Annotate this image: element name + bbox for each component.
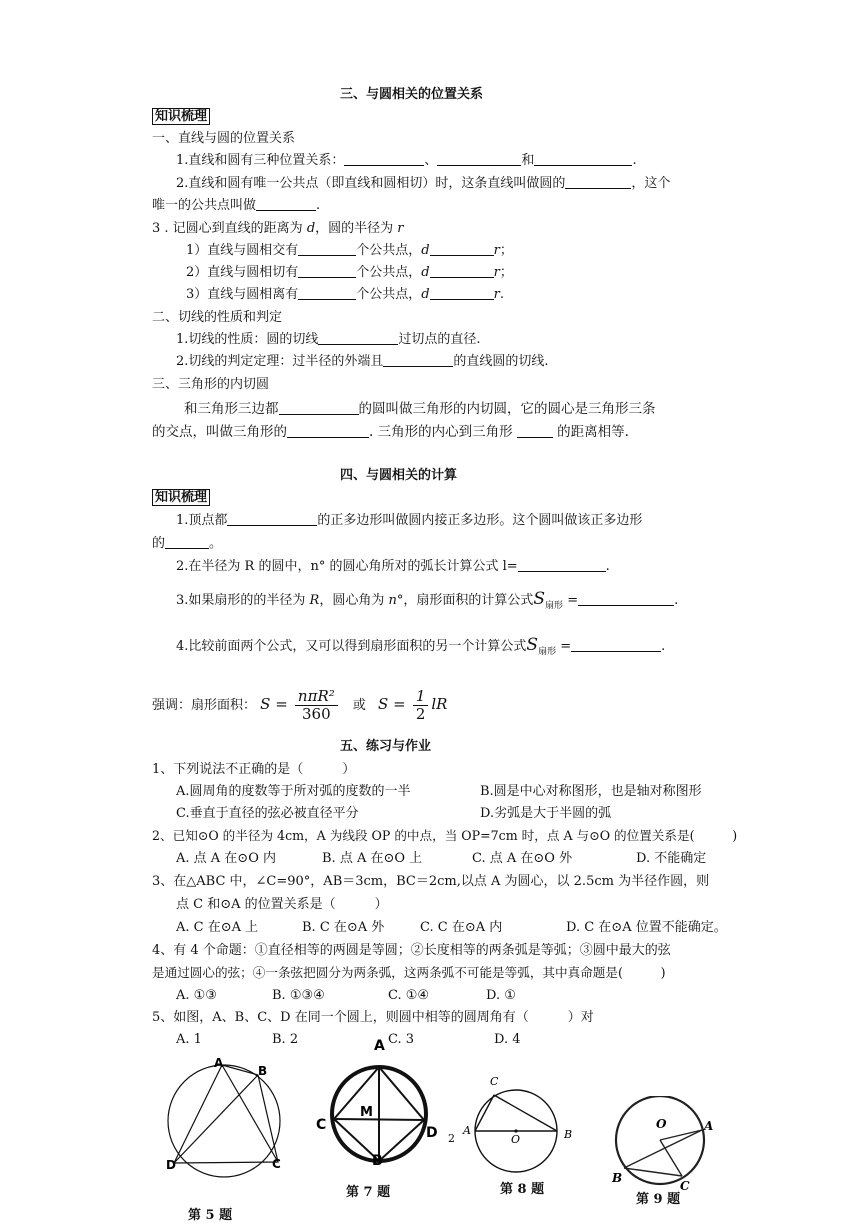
- question-4-cont: 是通过圆心的弦；④一条弦把圆分为两条弧，这两条弧不可能是等弧，其中真命题是( ): [152, 965, 666, 980]
- q4-option-d: D. ①: [486, 988, 516, 1003]
- tangent-property: 1.切线的性质：圆的切线 过切点的直径.: [176, 332, 481, 347]
- section4-title: 四、与圆相关的计算: [340, 468, 458, 483]
- section5-title: 五、练习与作业: [340, 739, 432, 754]
- knowledge-tag-2: 知识梳理: [152, 489, 210, 506]
- q2-option-b: B. 点 A 在⊙O 上: [322, 851, 423, 866]
- f9-label-b: B: [612, 1171, 623, 1185]
- f7-label-c: C: [316, 1117, 327, 1133]
- f5-label-b: B: [258, 1064, 268, 1078]
- q1-option-b: B.圆是中心对称图形，也是轴对称图形: [480, 784, 702, 799]
- heading-tangent: 二、切线的性质和判定: [152, 310, 283, 325]
- q2-option-d: D. 不能确定: [636, 851, 707, 866]
- q4-option-b: B. ①③④: [272, 988, 325, 1003]
- f5-label-d: D: [166, 1158, 176, 1172]
- figure-5: [150, 1055, 310, 1185]
- q3-option-c: C. C 在⊙A 内: [420, 920, 503, 935]
- f9-label-c: C: [680, 1179, 690, 1193]
- q2-option-c: C. 点 A 在⊙O 外: [472, 851, 573, 866]
- figure-8: [460, 1068, 580, 1176]
- question-4: 4、有 4 个命题：①直径相等的两圆是等圆；②长度相等的两条弧是等弧；③圆中最大的弦: [152, 943, 671, 958]
- f9-label-o: O: [656, 1117, 667, 1131]
- f9-label-a: A: [704, 1119, 714, 1133]
- sector-area-1: 3.如果扇形的的半径为 R，圆心角为 n°，扇形面积的计算公式$S_{扇形}$ = .: [176, 589, 679, 611]
- heading-line-circle: 一、直线与圆的位置关系: [152, 131, 296, 146]
- item-3-2: 2）直线与圆相切有 个公共点，d r；: [186, 265, 513, 280]
- q1-option-c: C.垂直于直径的弦必被直径平分: [176, 806, 359, 821]
- f5-label-c: C: [272, 1157, 281, 1171]
- item-3-3: 3）直线与圆相离有 个公共点，d r.: [186, 287, 504, 302]
- f8-label-o: O: [511, 1133, 521, 1146]
- question-3: 3、在△ABC 中，∠C=90°，AB＝3cm，BC＝2cm,以点 A 为圆心，以 2.5cm 为半径作圆，则: [152, 874, 710, 889]
- item-3: 3 . 记圆心到直线的距离为 d，圆的半径为 r: [152, 221, 404, 236]
- q4-option-c: C. ①④: [388, 988, 430, 1003]
- question-2: 2、已知⊙O 的半径为 4cm，A 为线段 OP 的中点，当 OP=7cm 时，点 A 与⊙O 的位置关系是( ): [152, 828, 738, 843]
- caption-fig8: 第 8 题: [500, 1182, 545, 1197]
- q5-option-d: D. 4: [494, 1032, 521, 1047]
- q3-option-d: D. C 在⊙A 位置不能确定。: [566, 920, 727, 935]
- caption-fig7: 第 7 题: [346, 1185, 391, 1200]
- f8-label-b: B: [564, 1128, 573, 1141]
- f8-label-a: A: [463, 1124, 471, 1137]
- question-5: 5、如图，A、B、C、D 在同一个圆上，则圆中相等的圆周角有（ ）对: [152, 1010, 594, 1025]
- q5-option-a: A. 1: [176, 1032, 202, 1047]
- incircle-line1: 和三角形三边都 的圆叫做三角形的内切圆，它的圆心是三角形三条: [184, 401, 656, 417]
- f7-label-d: D: [426, 1125, 438, 1141]
- question-3-cont: 点 C 和⊙A 的位置关系是（ ）: [176, 897, 388, 912]
- q5-option-b: B. 2: [272, 1032, 299, 1047]
- q1-option-a: A.圆周角的度数等于所对弧的度数的一半: [176, 784, 411, 799]
- polygon-line1: 1.顶点都 的正多边形叫做圆内接正多边形。这个圆叫做该正多边形: [176, 513, 643, 528]
- tangent-theorem: 2.切线的判定定理：过半径的外端且 的直线圆的切线.: [176, 354, 549, 369]
- sector-area-2: 4.比较前面两个公式，又可以得到扇形面积的另一个计算公式$S_{扇形}$ = .: [176, 635, 666, 657]
- item-2-cont: 唯一的公共点叫做 .: [152, 198, 321, 213]
- emphasis-formula: 强调：扇形面积： S = $\frac{\text{nπR²}}{360}$ 或 S = $\frac{1}{2}$ lR: [152, 687, 448, 723]
- item-3-1: 1）直线与圆相交有 个公共点，d r；: [186, 243, 513, 258]
- item-1: 1.直线和圆有三种位置关系： 、 和 .: [176, 153, 637, 168]
- question-1: 1、下列说法不正确的是（ ）: [152, 762, 356, 777]
- f5-label-a: A: [214, 1056, 224, 1070]
- f8-label-c: C: [490, 1075, 499, 1088]
- f7-label-b: B: [372, 1153, 383, 1169]
- section3-title: 三、与圆相关的位置关系: [340, 87, 484, 102]
- q2-option-a: A. 点 A 在⊙O 内: [176, 851, 276, 866]
- heading-incircle: 三、三角形的内切圆: [152, 377, 270, 392]
- q3-option-a: A. C 在⊙A 上: [176, 920, 259, 935]
- incircle-line2: 的交点，叫做三角形的 . 三角形的内心到三角形 的距离相等.: [152, 424, 629, 440]
- knowledge-tag: 知识梳理: [152, 108, 210, 125]
- q3-option-b: B. C 在⊙A 外: [302, 920, 385, 935]
- arc-length: 2.在半径为 R 的圆中，n° 的圆心角所对的弧长计算公式 l= .: [176, 559, 610, 574]
- f7-label-m: M: [360, 1105, 373, 1120]
- polygon-line2: 的 。: [152, 536, 223, 551]
- q4-option-a: A. ①③: [176, 988, 217, 1003]
- f7-stray-mark: 2: [448, 1132, 455, 1145]
- caption-fig5: 第 5 题: [188, 1208, 233, 1223]
- q1-option-d: D.劣弧是大于半圆的弧: [480, 806, 612, 821]
- f7-label-a: A: [374, 1038, 385, 1054]
- item-2: 2.直线和圆有唯一公共点（即直线和圆相切）时，这条直线叫做圆的 ，这个: [176, 176, 671, 191]
- figure-9: [600, 1096, 730, 1196]
- q5-option-c: C. 3: [388, 1032, 415, 1047]
- figure-7: [312, 1034, 472, 1174]
- caption-fig9: 第 9 题: [636, 1192, 681, 1207]
